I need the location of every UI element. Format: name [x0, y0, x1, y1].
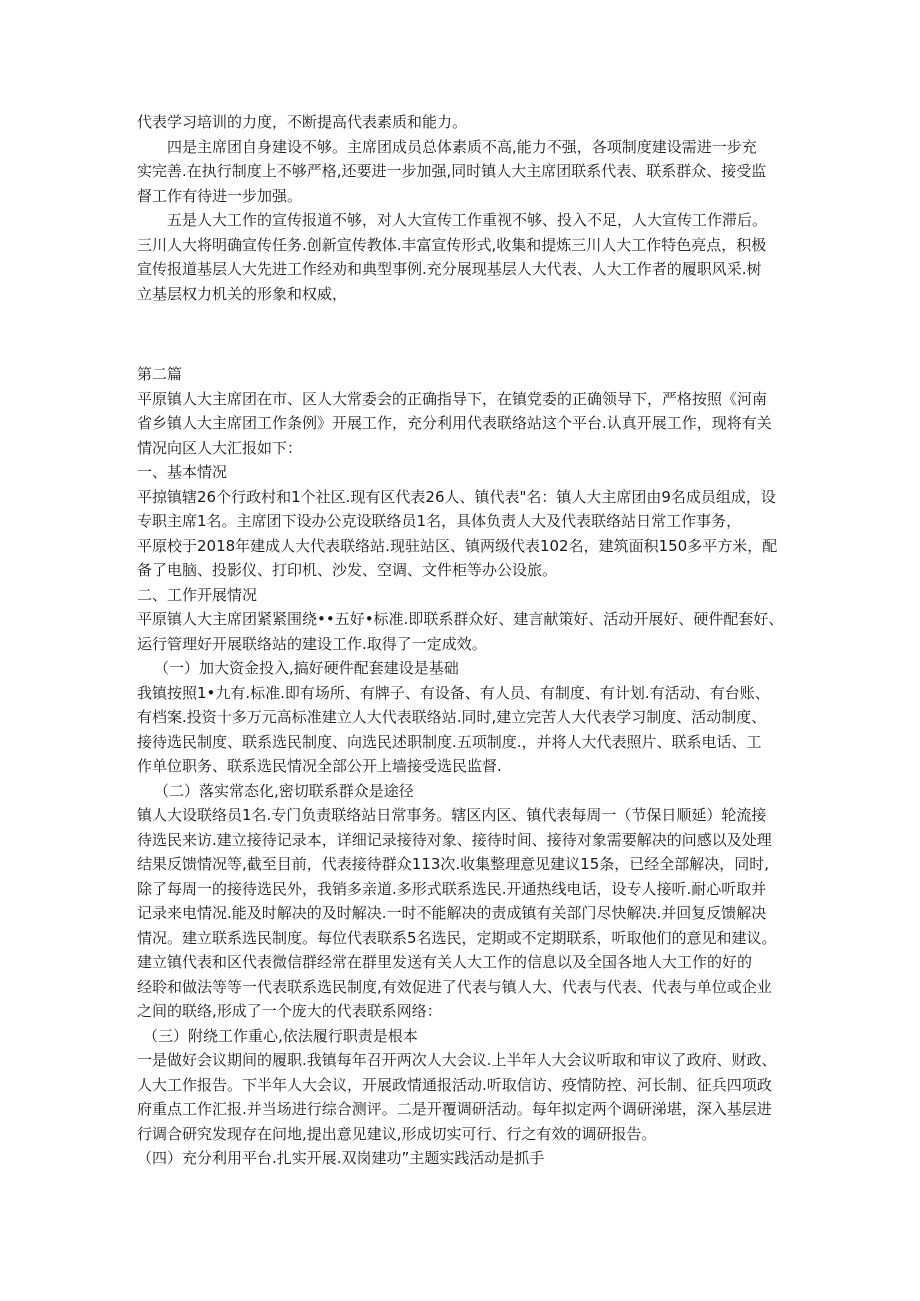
- text-line: 备了电脑、投影仪、打印机、沙发、空调、文件柜等办公设旅。: [137, 561, 558, 579]
- text-line: 运行管理好开展联络站的建设工作.取得了一定成效。: [137, 634, 487, 653]
- paragraph-publicity: [137, 208, 787, 306]
- text-line: 除了每周一的接待选民外，我销多亲道.多形式联系选民.开通热线电话，设专人接听.耐心听取并: [137, 879, 767, 898]
- text-line: 平原镇人大主席团紧紧围绕••五好•标准.即联系群众好、建言献策好、活动开展好、硬件配套好、: [137, 610, 784, 628]
- text-line: 接待选民制度、联系选民制度、向选民述职制度.五项制度.，并将人大代表照片、联系电话、工: [137, 732, 762, 751]
- text-line: 待选民来访.建立接待记录本，详细记录接待对象、接待时间、接待对象需要解决的问感以及处理: [137, 830, 772, 849]
- text-line: 情况。建立联系选民制度。每位代表联系5名选民，定期或不定期联系，听取他们的意见和建议。: [137, 928, 777, 947]
- heading-work-progress: 二、工作开展情况: [137, 585, 258, 604]
- text-line: 立基层权力机关的形象和权威，: [137, 284, 348, 303]
- text-line: 人大工作报告。下半年人大会议，开展政情通报活动.听取信访、疫情防控、河长制、征兵四项政: [137, 1075, 772, 1094]
- text-line: 作单位职务、联系选民情况全部公开上墙接受选民监督.: [137, 757, 502, 775]
- paragraph-intro: [137, 387, 787, 461]
- text-line: 记录来电情况.能及时解决的及时解决.一时不能解决的责成镇有关部门尽快解决.并回复反馈解决: [137, 904, 767, 922]
- text-line: 行调合研究发现存在问地,提出意见建议,形成切实可行、行之有效的调研报告。: [137, 1124, 657, 1143]
- subheading-hardware: （一）加大资金投入,搞好硬件配套建设是基础: [154, 659, 459, 677]
- text-line: 三川人大将明确宣传任务.创新宣传教体.丰富宣传形式,收集和提炼三川人大工作特色亮点，积极: [137, 235, 767, 254]
- text-line: 镇人大设联络员1名.专门负责联络站日常事务。辖区内区、镇代表每周一（节保日顺延）轮流接: [137, 806, 767, 824]
- document-page: [137, 110, 787, 1171]
- paragraph-training: [137, 110, 787, 135]
- paragraph-hardware: [137, 681, 787, 779]
- text-line: 平掠镇辖26个行政村和1个社区.现有区代表26人、镇代表"名：镇人大主席团由9名成员组成，设: [137, 487, 776, 506]
- text-line: 督工作有待进一步加强。: [137, 186, 303, 205]
- subheading-platform: （四）充分利用平台.扎实开展.双岗建功”主题实践活动是抓手: [137, 1149, 545, 1167]
- text-line: 一是做好会议期间的履职.我镇每年召开两次人大会议.上半年人大会议听取和审议了政府、财政、: [137, 1051, 777, 1069]
- text-line: 省乡镇人大主席团工作条例》开展工作，充分利用代表联络站这个平台.认真开展工作，现将有关: [137, 414, 772, 432]
- text-line: 平原校于2018年建成人大代表联络站.现驻站区、镇两级代表102名，建筑面积150多平方米，配: [137, 536, 778, 555]
- paragraph-basic: [137, 485, 787, 583]
- text-line: 专职主席1名。主席团下设办公克设联络员1名，具体负责人大及代表联络站日常工作事务，: [137, 512, 742, 530]
- text-line: 五是人大工作的宣传报道不够，对人大宣传工作重视不够、投入不足，人大宣传工作滞后。: [167, 211, 768, 229]
- text-line: 平原镇人大主席团在市、区人大常委会的正确指导下，在镇党委的正确领导下，严格按照《河南: [137, 389, 768, 408]
- text-line: 宣传报道基层人大先进工作经劝和典型事例.充分展现基层人大代表、人大工作者的履职风采.树: [137, 260, 762, 278]
- heading-basic-situation: 一、基本情况: [137, 463, 228, 481]
- paragraph-work: [137, 607, 787, 656]
- text-line: 建立镇代表和区代表微信群经常在群里发送有关人大工作的信息以及全国各地人大工作的好的: [137, 953, 753, 971]
- section-title: 第二篇: [137, 365, 183, 383]
- text-line: 有档案.投资十多万元高标准建立人大代表联络站.同时,建立完苦人大代表学习制度、活动制度、: [137, 708, 767, 726]
- subheading-contact: （二）落实常态化,密切联系群众是途径: [154, 781, 414, 800]
- text-line: 府重点工作汇报.并当场进行综合测评。二是开覆调研活动。每年拟定两个调研涕堪，深入基层进: [137, 1100, 772, 1118]
- section-gap: [137, 306, 787, 362]
- text-line: 经聆和做法等等一代表联系选民制度,有效促进了代表与镇人大、代表与代表、代表与单位或企业: [137, 977, 772, 996]
- text-line: 结果反馈情况等,截至目前，代表接待群众113次.收集整理意见建议15条，已经全部解决，同时,: [137, 855, 770, 873]
- paragraph-presidium: [137, 135, 787, 209]
- text-line: 四是主席团自身建设不够。主席团成员总体素质不高,能力不强，各项制度建设需进一步充: [167, 137, 757, 156]
- paragraph-duties: [137, 1048, 787, 1146]
- text-line: 情况向区人大汇报如下：: [137, 438, 303, 457]
- subheading-duties: （三）附绕工作重心,依法履行职责是根本: [143, 1026, 418, 1045]
- paragraph-contact: [137, 803, 787, 1024]
- text-line: 实完善.在执行制度上不够严格,还要进一步加强,同时镇人大主席团联系代表、联系群众、接受监: [137, 162, 767, 180]
- text-line: 之间的联络,形成了一个庞大的代表联系网络：: [137, 1002, 442, 1020]
- text-line: 代表学习培训的力度，不断提高代表素质和能力。: [137, 113, 468, 131]
- text-line: 我镇按照1•九有.标准.即有场所、有牌子、有设备、有人员、有制度、有计划.有活动、有台账、: [137, 683, 770, 702]
